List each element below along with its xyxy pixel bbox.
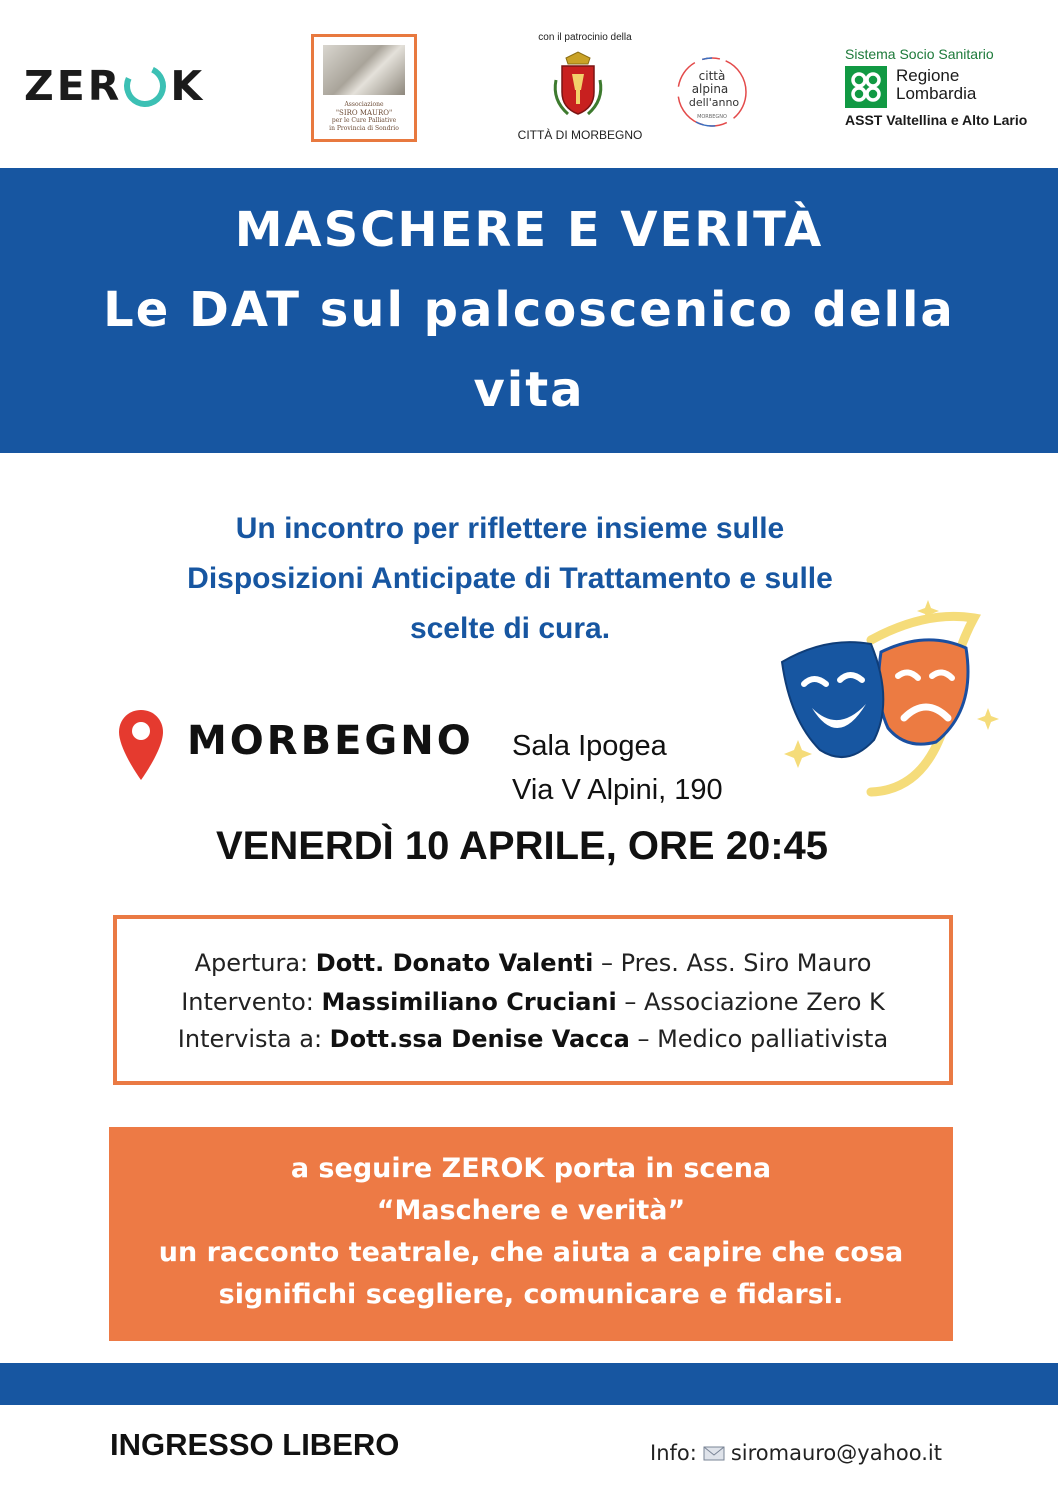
- zerok-logo: [24, 62, 205, 110]
- show-line-4: significhi scegliere, comunicare e fidarsi.: [218, 1279, 844, 1310]
- location-venue: [512, 724, 723, 812]
- bottom-band: [0, 1363, 1058, 1405]
- svg-text:dell'anno: dell'anno: [688, 96, 740, 109]
- morbegno-crest-icon: [548, 50, 608, 120]
- subtitle-line-2: Disposizioni Anticipate di Trattamento e sulle: [187, 562, 833, 595]
- speaker-role: Apertura:: [194, 949, 316, 977]
- venue-address: Via V Alpini, 190: [512, 774, 723, 806]
- theatre-masks-icon: [776, 600, 1006, 800]
- location-city: MORBEGNO: [187, 718, 474, 764]
- siro-mauro-logo: [311, 34, 417, 142]
- regione-system-label: Sistema Socio Sanitario: [845, 46, 994, 62]
- show-line-3: un racconto teatrale, che aiuta a capire che cosa: [158, 1237, 904, 1268]
- speaker-row: [117, 1025, 949, 1053]
- show-line-1: a seguire ZEROK porta in scena: [290, 1153, 772, 1184]
- title-line-2: Le DAT sul palcoscenico della: [103, 282, 955, 338]
- event-date: VENERDÌ 10 APRILE, ORE 20:45: [215, 824, 829, 868]
- location-pin-icon: [117, 708, 165, 782]
- zerok-logo-right: K: [170, 62, 206, 110]
- speaker-desc: – Associazione Zero K: [616, 988, 885, 1016]
- speaker-row: [117, 949, 949, 977]
- speaker-role: Intervista a:: [177, 1025, 330, 1053]
- siro-mauro-relief-image: [323, 45, 405, 95]
- svg-text:MORBEGNO: MORBEGNO: [697, 114, 727, 120]
- regione-asst-label: ASST Valtellina e Alto Lario: [845, 112, 1028, 128]
- info-label: Info:: [650, 1441, 697, 1465]
- citta-alpina-logo: [674, 54, 750, 130]
- regione-lombardia-rose-icon: [845, 66, 887, 108]
- patronage-city: CITTÀ DI MORBEGNO: [517, 128, 643, 142]
- siro-mauro-logo-text: Associazione "SIRO MAURO" per le Cure Palliative in Provincia di Sondrio: [329, 101, 399, 132]
- speaker-desc: – Medico palliativista: [629, 1025, 889, 1053]
- svg-text:città: città: [698, 69, 726, 83]
- speaker-name: Massimiliano Cruciani: [321, 988, 617, 1016]
- zerok-o-ring-icon: [118, 59, 172, 113]
- subtitle-line-3: scelte di cura.: [409, 612, 611, 645]
- speaker-role: Intervento:: [181, 988, 322, 1016]
- show-line-2: “Maschere e verità”: [376, 1195, 686, 1226]
- speaker-name: Dott.ssa Denise Vacca: [329, 1025, 630, 1053]
- title-line-3: vita: [473, 362, 585, 418]
- speaker-desc: – Pres. Ass. Siro Mauro: [593, 949, 872, 977]
- venue-name: Sala Ipogea: [512, 730, 667, 762]
- patronage-label: con il patrocinio della: [538, 32, 632, 43]
- speaker-name: Dott. Donato Valenti: [315, 949, 594, 977]
- subtitle-line-1: Un incontro per riflettere insieme sulle: [235, 512, 785, 545]
- contact-email-link[interactable]: siromauro@yahoo.it: [730, 1441, 942, 1465]
- free-entry-label: INGRESSO LIBERO: [110, 1427, 400, 1462]
- contact-info: [650, 1441, 942, 1465]
- show-box: [109, 1127, 953, 1341]
- svg-text:alpina: alpina: [691, 82, 729, 96]
- regione-name: Regione Lombardia: [896, 66, 977, 103]
- title-band: [0, 168, 1058, 453]
- envelope-icon: [703, 1446, 725, 1461]
- speaker-row: [117, 988, 949, 1016]
- title-line-1: MASCHERE E VERITÀ: [234, 202, 824, 258]
- zerok-logo-left: ZER: [24, 62, 123, 110]
- speakers-box: [113, 915, 953, 1085]
